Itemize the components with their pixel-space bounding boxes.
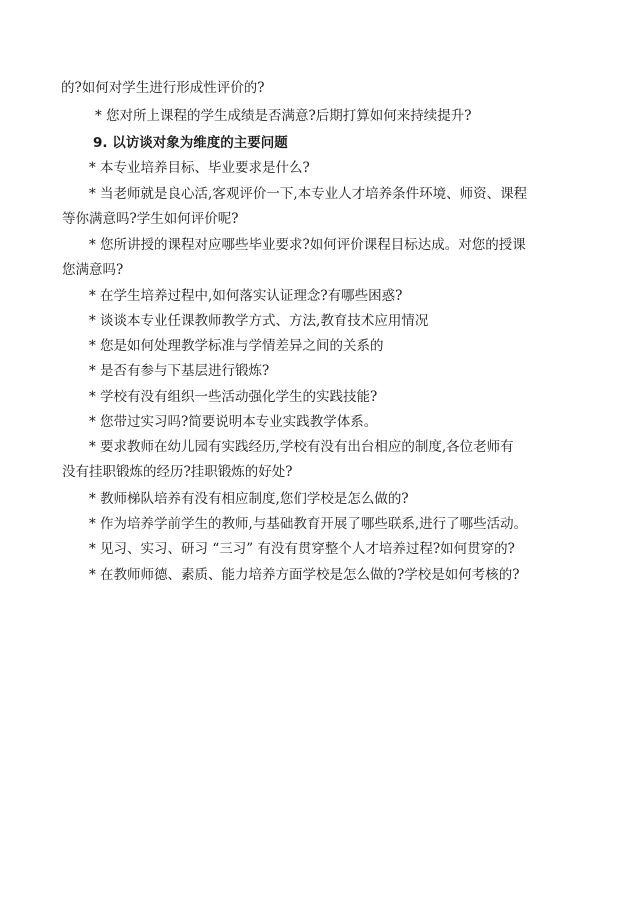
question-teaching-standards: * 您是如何处理教学标准与学情差异之间的关系的	[89, 338, 384, 354]
question-course-requirements-line2: 您满意吗?	[62, 262, 124, 278]
question-basic-education-links: * 作为培养学前学生的教师,与基础教育开展了哪些联系,进行了哪些活动。	[89, 516, 528, 532]
question-course-requirements-line1: * 您所讲授的课程对应哪些毕业要求?如何评价课程目标达成。对您的授课	[89, 237, 526, 253]
question-conditions-line1: * 当老师就是良心活,客观评价一下,本专业人才培养条件环境、师资、课程	[89, 186, 528, 202]
question-grassroots-training: * 是否有参与下基层进行锻炼?	[89, 363, 270, 379]
question-three-practices: * 见习、实习、研习 “三习” 有没有贯穿整个人才培养过程?如何贯穿的?	[89, 541, 515, 557]
question-practical-skills: * 学校有没有组织一些活动强化学生的实践技能?	[89, 389, 378, 405]
question-teacher-echelon: * 教师梯队培养有没有相应制度,您们学校是怎么做的?	[89, 491, 409, 507]
question-internship: * 您带过实习吗?简要说明本专业实践教学体系。	[89, 414, 378, 430]
question-training-goals: * 本专业培养目标、毕业要求是什么?	[89, 160, 310, 176]
question-kindergarten-experience-line2: 没有挂职锻炼的经历?挂职锻炼的好处?	[62, 464, 293, 480]
text-line-continuation: 的?如何对学生进行形成性评价的?	[61, 80, 265, 96]
question-kindergarten-experience-line1: * 要求教师在幼儿园有实践经历,学校有没有出台相应的制度,各位老师有	[89, 439, 514, 455]
section-heading: 9. 以访谈对象为维度的主要问题	[93, 135, 288, 151]
question-conditions-line2: 等你满意吗?学生如何评价呢?	[62, 211, 239, 227]
question-teacher-ethics: * 在教师师德、素质、能力培养方面学校是怎么做的?学校是如何考核的?	[89, 567, 520, 583]
question-grade-satisfaction: * 您对所上课程的学生成绩是否满意?后期打算如何来持续提升?	[95, 108, 472, 124]
question-certification-concept: * 在学生培养过程中,如何落实认证理念?有哪些困惑?	[89, 288, 403, 304]
question-teaching-methods: * 谈谈本专业任课教师教学方式、方法,教育技术应用情况	[89, 313, 429, 329]
